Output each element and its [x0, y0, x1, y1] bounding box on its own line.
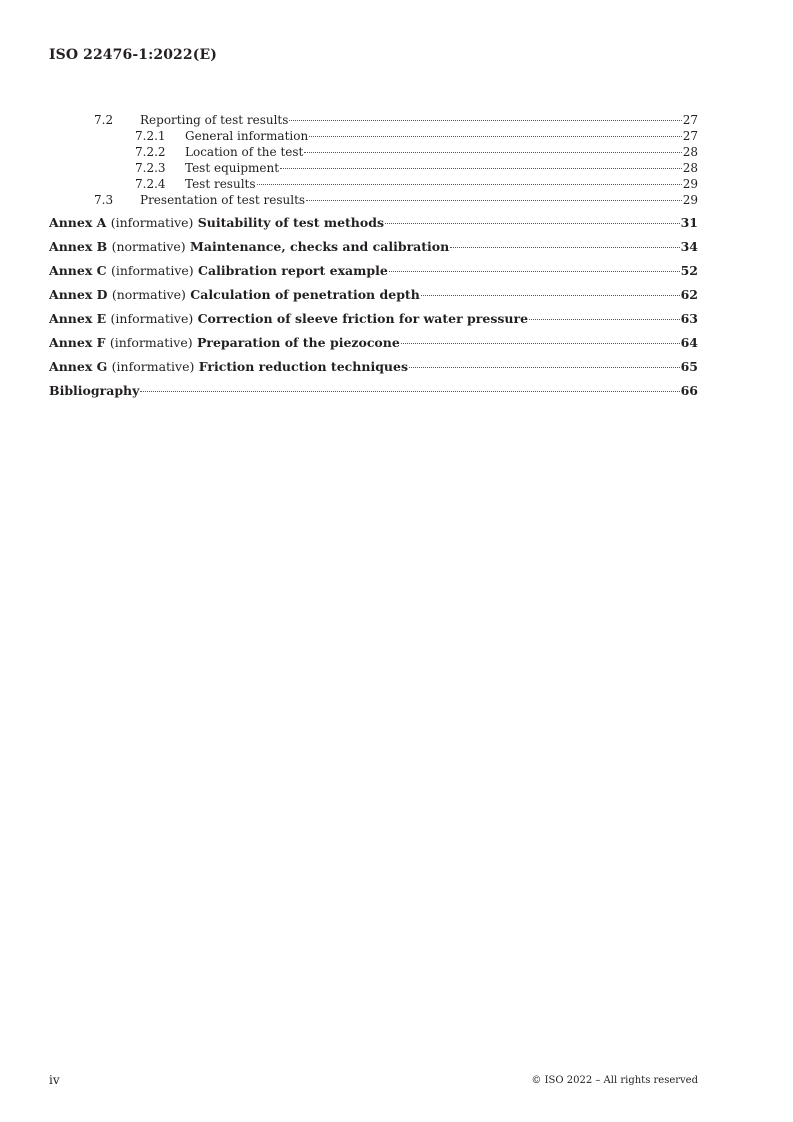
toc-entry-page: 28	[682, 161, 698, 175]
toc-annex-d[interactable]	[49, 286, 698, 304]
annex-title: Calculation of penetration depth	[190, 287, 420, 302]
footer-page-number: iv	[49, 1073, 60, 1087]
annex-page: 34	[680, 239, 698, 254]
toc-entry-number: 7.2.4	[135, 177, 166, 191]
toc-leader-dots	[304, 152, 681, 153]
toc-entry-page: 27	[682, 113, 698, 127]
toc-entry-number: 7.2	[94, 113, 114, 127]
toc-leader-dots	[280, 168, 682, 169]
toc-leader-dots	[140, 391, 679, 392]
table-of-contents	[49, 112, 698, 400]
toc-annex-b[interactable]	[49, 238, 698, 256]
toc-entry-title: Location of the test	[185, 145, 304, 159]
annex-title: Friction reduction techniques	[198, 359, 409, 374]
toc-entry-page: 27	[682, 129, 698, 143]
annex-page: 62	[680, 287, 698, 302]
annex-label: Annex D	[49, 287, 108, 302]
annex-label: Annex A	[49, 215, 107, 230]
annex-page: 52	[680, 263, 698, 278]
toc-entry-number: 7.2.2	[135, 145, 166, 159]
toc-entry-7-2-4[interactable]	[49, 176, 698, 192]
toc-leader-dots	[306, 200, 682, 201]
toc-leader-dots	[389, 271, 680, 272]
toc-annex-a[interactable]	[49, 214, 698, 232]
annex-page: 31	[680, 215, 698, 230]
annex-label: Annex B	[49, 239, 108, 254]
toc-leader-dots	[385, 223, 680, 224]
toc-bibliography[interactable]	[49, 382, 698, 400]
annex-kind: (normative)	[111, 239, 186, 254]
annex-kind: (informative)	[111, 359, 195, 374]
annex-title: Calibration report example	[198, 263, 388, 278]
toc-leader-dots	[529, 319, 680, 320]
annex-title: Preparation of the piezocone	[196, 335, 400, 350]
bibliography-title: Bibliography	[49, 383, 140, 398]
toc-annex-e[interactable]	[49, 310, 698, 328]
toc-entry-title: Reporting of test results	[140, 113, 289, 127]
toc-entry-7-2-2[interactable]	[49, 144, 698, 160]
annex-kind: (informative)	[110, 311, 194, 326]
toc-entry-title: Presentation of test results	[140, 193, 306, 207]
toc-entry-7-2-3[interactable]	[49, 160, 698, 176]
toc-entry-7-2-1[interactable]	[49, 128, 698, 144]
toc-leader-dots	[421, 295, 680, 296]
toc-entry-title: General information	[185, 129, 309, 143]
annex-kind: (informative)	[110, 215, 194, 230]
toc-leader-dots	[257, 184, 682, 185]
toc-entry-title: Test results	[185, 177, 256, 191]
toc-annex-g[interactable]	[49, 358, 698, 376]
annex-title: Correction of sleeve friction for water pressure	[197, 311, 529, 326]
annex-label: Annex F	[49, 335, 106, 350]
toc-entry-page: 29	[682, 193, 698, 207]
toc-entry-number: 7.2.1	[135, 129, 166, 143]
toc-leader-dots	[401, 343, 680, 344]
toc-entry-page: 28	[682, 145, 698, 159]
toc-leader-dots	[450, 247, 679, 248]
annex-title: Maintenance, checks and calibration	[190, 239, 450, 254]
toc-entry-7-2[interactable]	[49, 112, 698, 128]
annex-title: Suitability of test methods	[197, 215, 385, 230]
document-header: ISO 22476-1:2022(E)	[49, 47, 217, 63]
toc-entry-title: Test equipment	[185, 161, 280, 175]
toc-entry-7-3[interactable]	[49, 192, 698, 208]
annex-label: Annex C	[49, 263, 107, 278]
annex-page: 65	[680, 359, 698, 374]
annex-kind: (informative)	[110, 263, 194, 278]
annex-kind: (informative)	[109, 335, 193, 350]
bibliography-page: 66	[680, 383, 698, 398]
toc-leader-dots	[289, 120, 681, 121]
annex-label: Annex E	[49, 311, 107, 326]
toc-annex-c[interactable]	[49, 262, 698, 280]
toc-leader-dots	[409, 367, 680, 368]
toc-annex-f[interactable]	[49, 334, 698, 352]
footer-copyright: © ISO 2022 – All rights reserved	[531, 1075, 698, 1086]
annex-page: 64	[680, 335, 698, 350]
toc-leader-dots	[309, 136, 682, 137]
annex-page: 63	[680, 311, 698, 326]
annex-label: Annex G	[49, 359, 108, 374]
annex-kind: (normative)	[111, 287, 186, 302]
toc-entry-number: 7.2.3	[135, 161, 166, 175]
toc-entry-page: 29	[682, 177, 698, 191]
toc-entry-number: 7.3	[94, 193, 114, 207]
